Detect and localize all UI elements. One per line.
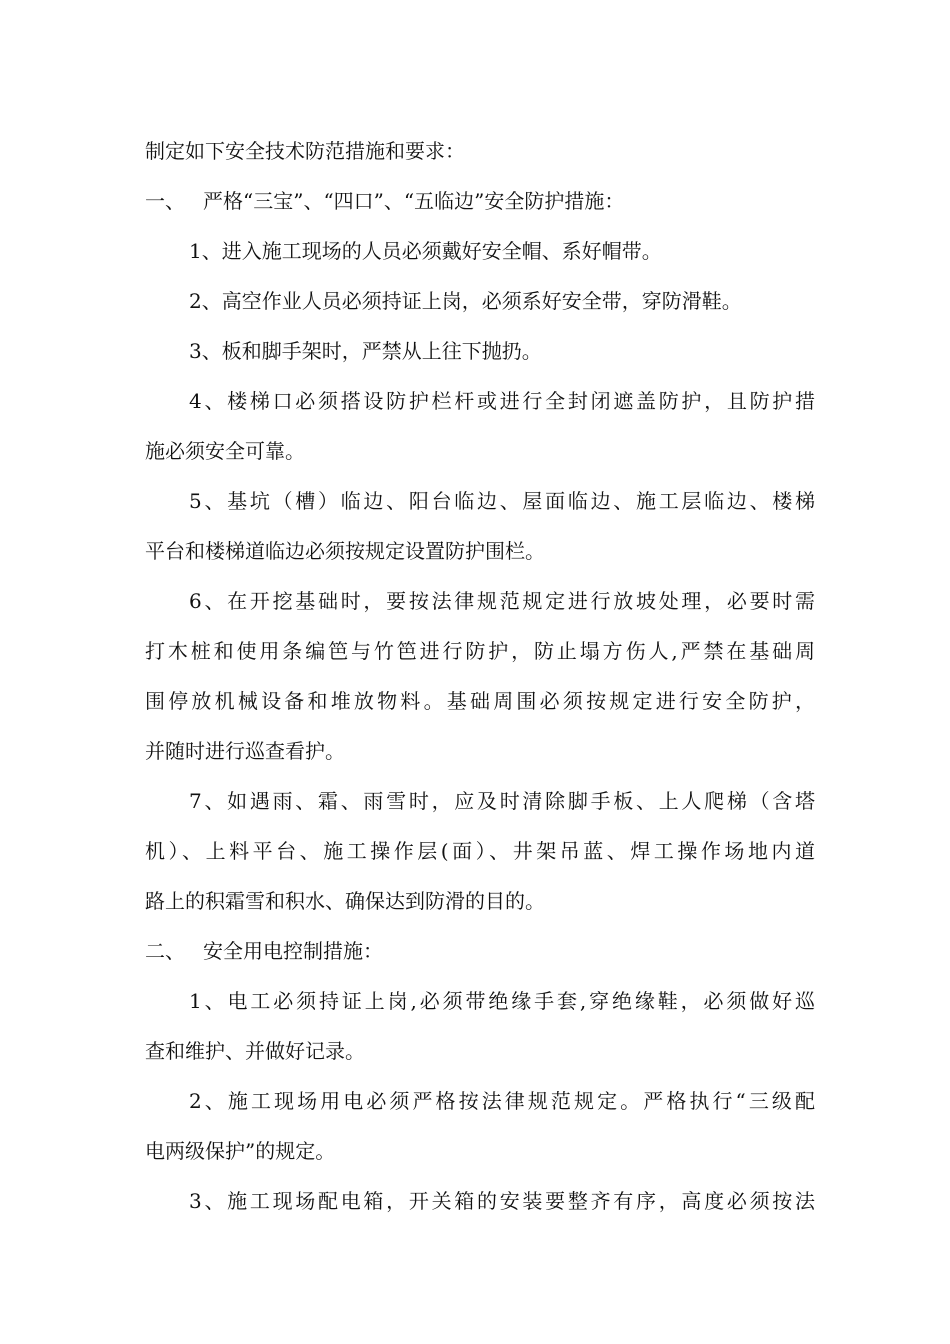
section-number: 二、 <box>145 939 185 963</box>
section-title: 安全用电控制措施： <box>203 939 383 963</box>
list-item: 2、施工现场用电必须严格按法律规范规定。严格执行“三级配 <box>189 1089 815 1113</box>
list-item: 5、基坑（槽）临边、阳台临边、屋面临边、施工层临边、楼梯 <box>189 489 815 513</box>
list-item: 3、施工现场配电箱，开关箱的安装要整齐有序，高度必须按法 <box>189 1189 815 1213</box>
list-item-continuation: 施必须安全可靠。 <box>145 439 305 463</box>
list-item: 1、进入施工现场的人员必须戴好安全帽、系好帽带。 <box>189 239 662 263</box>
section-title: 严格“三宝”、“四口”、“五临边”安全防护措施： <box>203 189 625 213</box>
list-item-continuation: 路上的积霜雪和积水、确保达到防滑的目的。 <box>145 889 545 913</box>
list-item-continuation: 打木桩和使用条编笆与竹笆进行防护，防止塌方伤人,严禁在基础周 <box>145 639 815 663</box>
intro-paragraph: 制定如下安全技术防范措施和要求： <box>145 139 465 163</box>
list-item-continuation: 并随时进行巡查看护。 <box>145 739 345 763</box>
section-heading-1 <box>145 186 815 216</box>
list-item: 6、在开挖基础时，要按法律规范规定进行放坡处理，必要时需 <box>189 589 815 613</box>
list-item-continuation: 查和维护、并做好记录。 <box>145 1039 365 1063</box>
list-item-continuation: 围停放机械设备和堆放物料。基础周围必须按规定进行安全防护， <box>145 689 815 713</box>
list-item: 3、板和脚手架时，严禁从上往下抛扔。 <box>189 339 542 363</box>
list-item-continuation: 电两级保护”的规定。 <box>145 1139 336 1163</box>
section-heading-2 <box>145 936 815 966</box>
list-item: 1、电工必须持证上岗,必须带绝缘手套,穿绝缘鞋，必须做好巡 <box>189 989 815 1013</box>
list-item: 7、如遇雨、霜、雨雪时，应及时清除脚手板、上人爬梯（含塔 <box>189 789 815 813</box>
list-item-continuation: 机）、上料平台、施工操作层(面）、井架吊蓝、焊工操作场地内道 <box>145 839 815 863</box>
list-item: 2、高空作业人员必须持证上岗，必须系好安全带，穿防滑鞋。 <box>189 289 742 313</box>
list-item: 4、楼梯口必须搭设防护栏杆或进行全封闭遮盖防护，且防护措 <box>189 389 815 413</box>
list-item-continuation: 平台和楼梯道临边必须按规定设置防护围栏。 <box>145 539 545 563</box>
section-number: 一、 <box>145 189 185 213</box>
